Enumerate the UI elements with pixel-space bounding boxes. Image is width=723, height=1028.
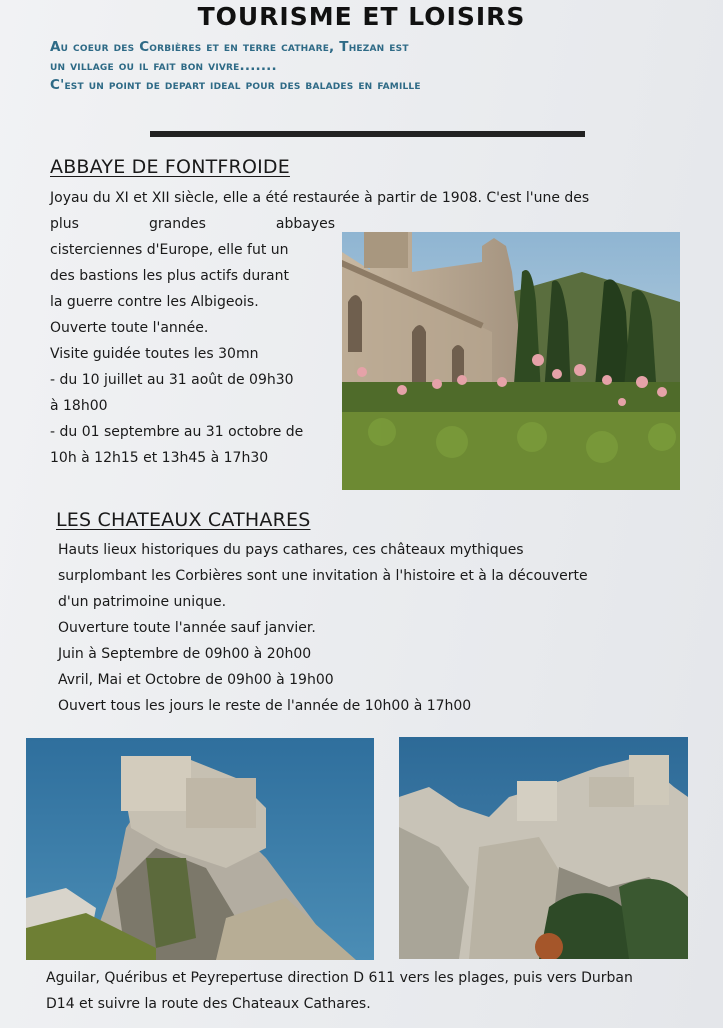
chateaux-line: surplombant les Corbières sont une invitation à l'histoire et à la découverte [58, 568, 588, 584]
abbaye-line: à 18h00 [50, 398, 108, 414]
abbaye-line: 10h à 12h15 et 13h45 à 17h30 [50, 450, 269, 466]
abbaye-line: Joyau du XI et XII siècle, elle a été restaurée à partir de 1908. C'est l'une des [50, 190, 590, 206]
abbaye-line: - du 10 juillet au 31 août de 09h30 [50, 372, 294, 388]
abbaye-line: Visite guidée toutes les 30mn [50, 346, 259, 362]
abbey-photo-icon [342, 232, 680, 490]
castle-ruins-photo-icon [399, 737, 688, 959]
word: grandes [148, 216, 206, 232]
intro-text [50, 38, 690, 95]
abbey-photo [342, 232, 680, 490]
abbaye-line: la guerre contre les Albigeois. [50, 294, 259, 310]
divider-rule [150, 131, 585, 137]
photo-caption [46, 965, 706, 1017]
chateaux-line: Ouverture toute l'année sauf janvier. [58, 620, 316, 636]
abbaye-line: cisterciennes d'Europe, elle fut un [50, 242, 289, 258]
castle-photo-left [26, 738, 374, 960]
page-title: TOURISME ET LOISIRS [197, 2, 526, 31]
chateaux-line: d'un patrimoine unique. [58, 594, 227, 610]
chateaux-line: Avril, Mai et Octobre de 09h00 à 19h00 [58, 672, 334, 688]
caption-line: D14 et suivre la route des Chateaux Cathares. [46, 996, 371, 1012]
castle-photo-icon [26, 738, 374, 960]
caption-line: Aguilar, Quéribus et Peyrepertuse direction D 611 vers les plages, puis vers Durban [46, 970, 633, 986]
castle-photo-right [399, 737, 688, 959]
abbaye-line: Ouverte toute l'année. [50, 320, 209, 336]
intro-line: Au coeur des Corbières et en terre cathare, Thezan est [50, 39, 409, 55]
chateaux-text [58, 537, 688, 719]
intro-line: un village ou il fait bon vivre....... [50, 58, 277, 74]
chateaux-heading: LES CHATEAUX CATHARES [56, 509, 311, 531]
chateaux-line: Hauts lieux historiques du pays cathares, ces châteaux mythiques [58, 542, 524, 558]
abbaye-line: - du 01 septembre au 31 octobre de [50, 424, 304, 440]
word: abbayes [275, 216, 335, 232]
word: plus [50, 216, 79, 232]
chateaux-line: Juin à Septembre de 09h00 à 20h00 [58, 646, 312, 662]
abbaye-line-justified [50, 211, 335, 237]
chateaux-line: Ouvert tous les jours le reste de l'année de 10h00 à 17h00 [58, 698, 472, 714]
abbaye-line: des bastions les plus actifs durant [50, 268, 289, 284]
abbaye-heading: ABBAYE DE FONTFROIDE [50, 156, 290, 178]
intro-line: C'est un point de depart ideal pour des balades en famille [50, 77, 421, 93]
